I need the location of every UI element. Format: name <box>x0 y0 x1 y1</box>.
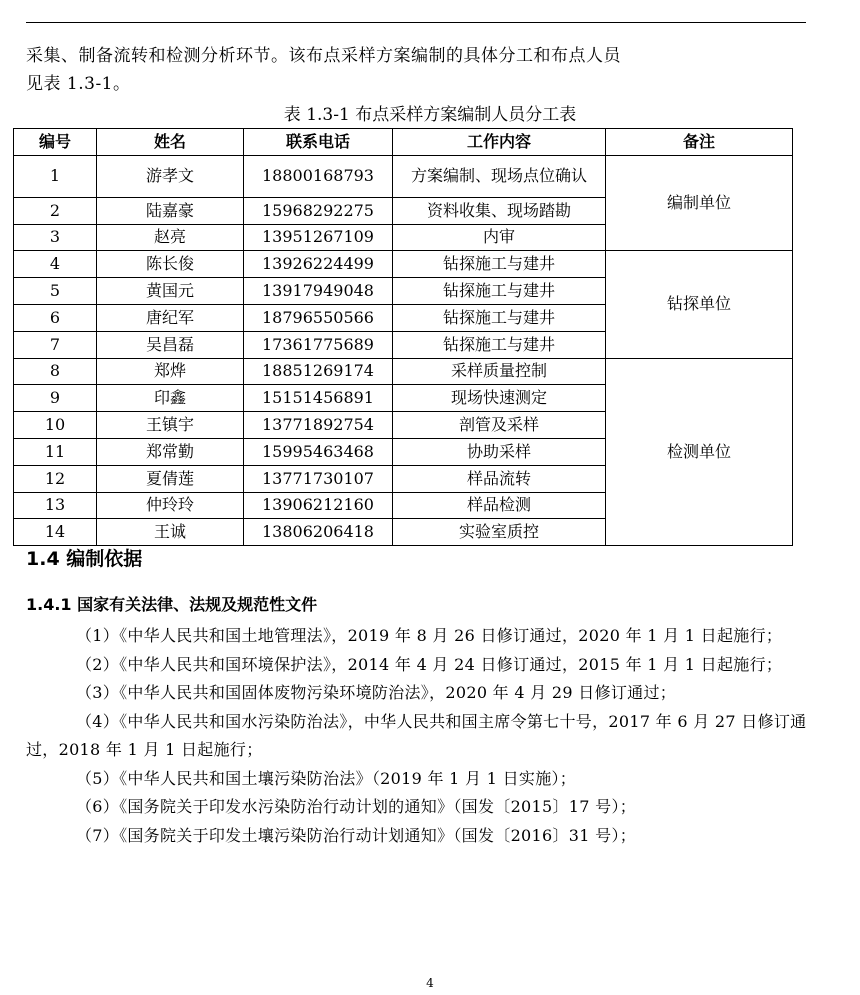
cell-name: 郑常勤 <box>97 438 244 465</box>
cell-task: 协助采样 <box>393 438 606 465</box>
list-item: （7）《国务院关于印发土壤污染防治行动计划通知》（国发〔2016〕31 号）； <box>76 825 637 845</box>
cell-no: 2 <box>14 197 97 224</box>
intro-paragraph <box>26 42 808 98</box>
cell-no: 11 <box>14 438 97 465</box>
cell-no: 5 <box>14 278 97 305</box>
cell-phone: 13906212160 <box>244 492 393 519</box>
cell-task: 内审 <box>393 224 606 251</box>
intro-line-2: 见表 1.3-1。 <box>26 74 131 94</box>
staff-table <box>13 128 793 546</box>
group-cell: 钻探单位 <box>606 251 793 358</box>
cell-phone: 15151456891 <box>244 385 393 412</box>
cell-no: 8 <box>14 358 97 385</box>
cell-phone: 15968292275 <box>244 197 393 224</box>
intro-line-1: 采集、制备流转和检测分析环节。该布点采样方案编制的具体分工和布点人员 <box>26 46 621 66</box>
cell-no: 13 <box>14 492 97 519</box>
cell-phone: 13951267109 <box>244 224 393 251</box>
list-item: （3）《中华人民共和国固体废物污染环境防治法》，2020 年 4 月 29 日修订通过； <box>76 683 677 702</box>
table-row <box>14 358 793 385</box>
cell-phone: 17361775689 <box>244 331 393 358</box>
regulations-list <box>26 622 808 850</box>
page-number: 4 <box>426 976 434 990</box>
cell-phone: 13806206418 <box>244 519 393 546</box>
cell-no: 1 <box>14 155 97 197</box>
cell-no: 10 <box>14 412 97 439</box>
header-task: 工作内容 <box>393 129 606 156</box>
cell-phone: 13917949048 <box>244 278 393 305</box>
cell-name: 赵亮 <box>97 224 244 251</box>
cell-name: 印鑫 <box>97 385 244 412</box>
header-remark: 备注 <box>606 129 793 156</box>
header-name: 姓名 <box>97 129 244 156</box>
cell-phone: 13771892754 <box>244 412 393 439</box>
cell-name: 黄国元 <box>97 278 244 305</box>
cell-task: 现场快速测定 <box>393 385 606 412</box>
cell-no: 7 <box>14 331 97 358</box>
cell-no: 9 <box>14 385 97 412</box>
cell-task: 钻探施工与建井 <box>393 331 606 358</box>
header-no: 编号 <box>14 129 97 156</box>
cell-name: 王镇宇 <box>97 412 244 439</box>
cell-name: 陆嘉豪 <box>97 197 244 224</box>
list-item: （4）《中华人民共和国水污染防治法》，中华人民共和国主席令第七十号，2017 年 6 月 27 日修订通过，2018 年 1 月 1 日起施行； <box>26 711 807 759</box>
cell-task: 方案编制、现场点位确认 <box>393 155 606 197</box>
cell-name: 唐纪军 <box>97 304 244 331</box>
table-caption: 表 1.3-1 布点采样方案编制人员分工表 <box>283 105 577 125</box>
cell-task: 实验室质控 <box>393 519 606 546</box>
table-row <box>14 251 793 278</box>
list-item: （2）《中华人民共和国环境保护法》，2014 年 4 月 24 日修订通过，2015 年 1 月 1 日起施行； <box>76 654 783 674</box>
cell-no: 14 <box>14 519 97 546</box>
header-phone: 联系电话 <box>244 129 393 156</box>
cell-task: 钻探施工与建井 <box>393 304 606 331</box>
cell-phone: 13926224499 <box>244 251 393 278</box>
cell-no: 12 <box>14 465 97 492</box>
section-heading: 1.4 编制依据 <box>26 548 143 570</box>
cell-phone: 13771730107 <box>244 465 393 492</box>
cell-task: 资料收集、现场踏勘 <box>393 197 606 224</box>
cell-task: 钻探施工与建井 <box>393 251 606 278</box>
cell-phone: 18851269174 <box>244 358 393 385</box>
cell-phone: 18796550566 <box>244 304 393 331</box>
cell-task: 样品检测 <box>393 492 606 519</box>
cell-phone: 18800168793 <box>244 155 393 197</box>
cell-name: 游孝文 <box>97 155 244 197</box>
cell-name: 陈长俊 <box>97 251 244 278</box>
cell-task: 样品流转 <box>393 465 606 492</box>
cell-phone: 15995463468 <box>244 438 393 465</box>
cell-name: 仲玲玲 <box>97 492 244 519</box>
cell-name: 夏倩莲 <box>97 465 244 492</box>
table-header-row <box>14 129 793 156</box>
header-rule <box>26 22 806 23</box>
subsection-heading: 1.4.1 国家有关法律、法规及规范性文件 <box>26 595 318 614</box>
cell-task: 采样质量控制 <box>393 358 606 385</box>
list-item: （6）《国务院关于印发水污染防治行动计划的通知》（国发〔2015〕17 号）； <box>76 797 637 816</box>
cell-name: 郑烨 <box>97 358 244 385</box>
group-cell: 检测单位 <box>606 358 793 546</box>
cell-task: 剖管及采样 <box>393 412 606 439</box>
cell-task: 钻探施工与建井 <box>393 278 606 305</box>
cell-name: 王诚 <box>97 519 244 546</box>
group-cell: 编制单位 <box>606 155 793 251</box>
table-row <box>14 155 793 197</box>
cell-no: 6 <box>14 304 97 331</box>
cell-no: 4 <box>14 251 97 278</box>
cell-name: 吴昌磊 <box>97 331 244 358</box>
list-item: （1）《中华人民共和国土地管理法》，2019 年 8 月 26 日修订通过，2020 年 1 月 1 日起施行； <box>76 626 783 645</box>
list-item: （5）《中华人民共和国土壤污染防治法》（2019 年 1 月 1 日实施）； <box>76 768 577 788</box>
cell-no: 3 <box>14 224 97 251</box>
